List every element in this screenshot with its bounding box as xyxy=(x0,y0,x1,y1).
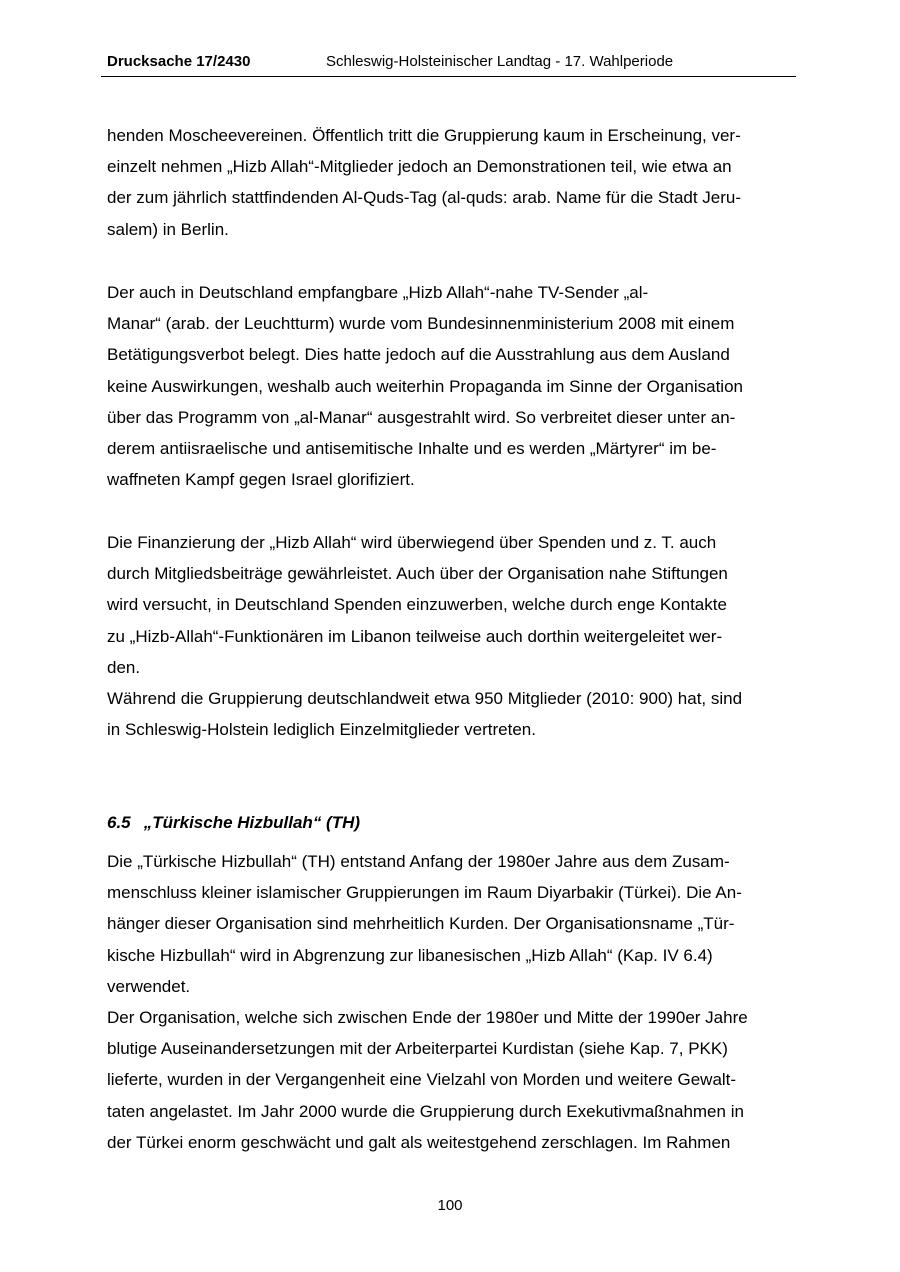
text-line: in Schleswig-Holstein lediglich Einzelmitglieder vertreten. xyxy=(107,720,536,740)
section-title: „Türkische Hizbullah“ (TH) xyxy=(143,813,361,832)
text-line: Die „Türkische Hizbullah“ (TH) entstand Anfang der 1980er Jahre aus dem Zusam- xyxy=(107,852,730,871)
text-line: Der auch in Deutschland empfangbare „Hizb Allah“-nahe TV-Sender „al- xyxy=(107,283,649,302)
text-line: einzelt nehmen „Hizb Allah“-Mitglieder jedoch an Demonstrationen teil, wie etwa an xyxy=(107,157,732,177)
text-line: über das Programm von „al-Manar“ ausgestrahlt wird. So verbreitet dieser unter an- xyxy=(107,407,736,427)
section-heading xyxy=(107,810,360,836)
text-line: Der Organisation, welche sich zwischen Ende der 1980er und Mitte der 1990er Jahre xyxy=(107,1008,748,1028)
paragraph-financing xyxy=(107,527,797,745)
text-line: durch Mitgliedsbeiträge gewährleistet. Auch über der Organisation nahe Stiftungen xyxy=(107,564,728,584)
paragraph-turkish-hizbullah xyxy=(107,846,797,1158)
text-line: henden Moscheevereinen. Öffentlich tritt die Gruppierung kaum in Erscheinung, ver- xyxy=(107,126,741,145)
text-line: salem) in Berlin. xyxy=(107,219,229,239)
text-line: Während die Gruppierung deutschlandweit etwa 950 Mitglieder (2010: 900) hat, sind xyxy=(107,689,743,709)
paragraph-hizb-allah-activity xyxy=(107,120,797,245)
page-header xyxy=(101,52,796,77)
section-number: 6.5 xyxy=(107,813,131,832)
text-line: taten angelastet. Im Jahr 2000 wurde die Gruppierung durch Exekutivmaßnahmen in xyxy=(107,1101,744,1121)
text-line: Betätigungsverbot belegt. Dies hatte jedoch auf die Ausstrahlung aus dem Ausland xyxy=(107,345,730,365)
page-number: 100 xyxy=(437,1197,463,1214)
text-line: lieferte, wurden in der Vergangenheit eine Vielzahl von Morden und weitere Gewalt- xyxy=(107,1070,737,1090)
text-line: den. xyxy=(107,657,141,677)
text-line: Manar“ (arab. der Leuchtturm) wurde vom Bundesinnenministerium 2008 mit einem xyxy=(107,314,735,334)
text-line: waffneten Kampf gegen Israel glorifiziert. xyxy=(107,470,415,490)
document-number: Drucksache 17/2430 xyxy=(107,53,251,70)
parliament-title: Schleswig-Holsteinischer Landtag - 17. Wahlperiode xyxy=(326,53,674,70)
text-line: blutige Auseinandersetzungen mit der Arbeiterpartei Kurdistan (siehe Kap. 7, PKK) xyxy=(107,1039,728,1059)
text-line: der Türkei enorm geschwächt und galt als weitestgehend zerschlagen. Im Rahmen xyxy=(107,1132,731,1152)
text-line: hänger dieser Organisation sind mehrheitlich Kurden. Der Organisationsname „Tür- xyxy=(107,914,735,934)
text-line: der zum jährlich stattfindenden Al-Quds-Tag (al-quds: arab. Name für die Stadt Jeru- xyxy=(107,188,742,208)
text-line: wird versucht, in Deutschland Spenden einzuwerben, welche durch enge Kontakte xyxy=(107,595,727,615)
text-line: keine Auswirkungen, weshalb auch weiterhin Propaganda im Sinne der Organisation xyxy=(107,376,743,396)
text-line: derem antiisraelische und antisemitische Inhalte und es werden „Märtyrer“ im be- xyxy=(107,439,717,459)
text-line: verwendet. xyxy=(107,976,191,996)
text-line: menschluss kleiner islamischer Gruppierungen im Raum Diyarbakir (Türkei). Die An- xyxy=(107,883,742,903)
text-line: zu „Hizb-Allah“-Funktionären im Libanon teilweise auch dorthin weitergeleitet wer- xyxy=(107,626,723,646)
text-line: Die Finanzierung der „Hizb Allah“ wird überwiegend über Spenden und z. T. auch xyxy=(107,533,717,552)
paragraph-al-manar xyxy=(107,277,797,495)
text-line: kische Hizbullah“ wird in Abgrenzung zur libanesischen „Hizb Allah“ (Kap. IV 6.4) xyxy=(107,945,713,965)
